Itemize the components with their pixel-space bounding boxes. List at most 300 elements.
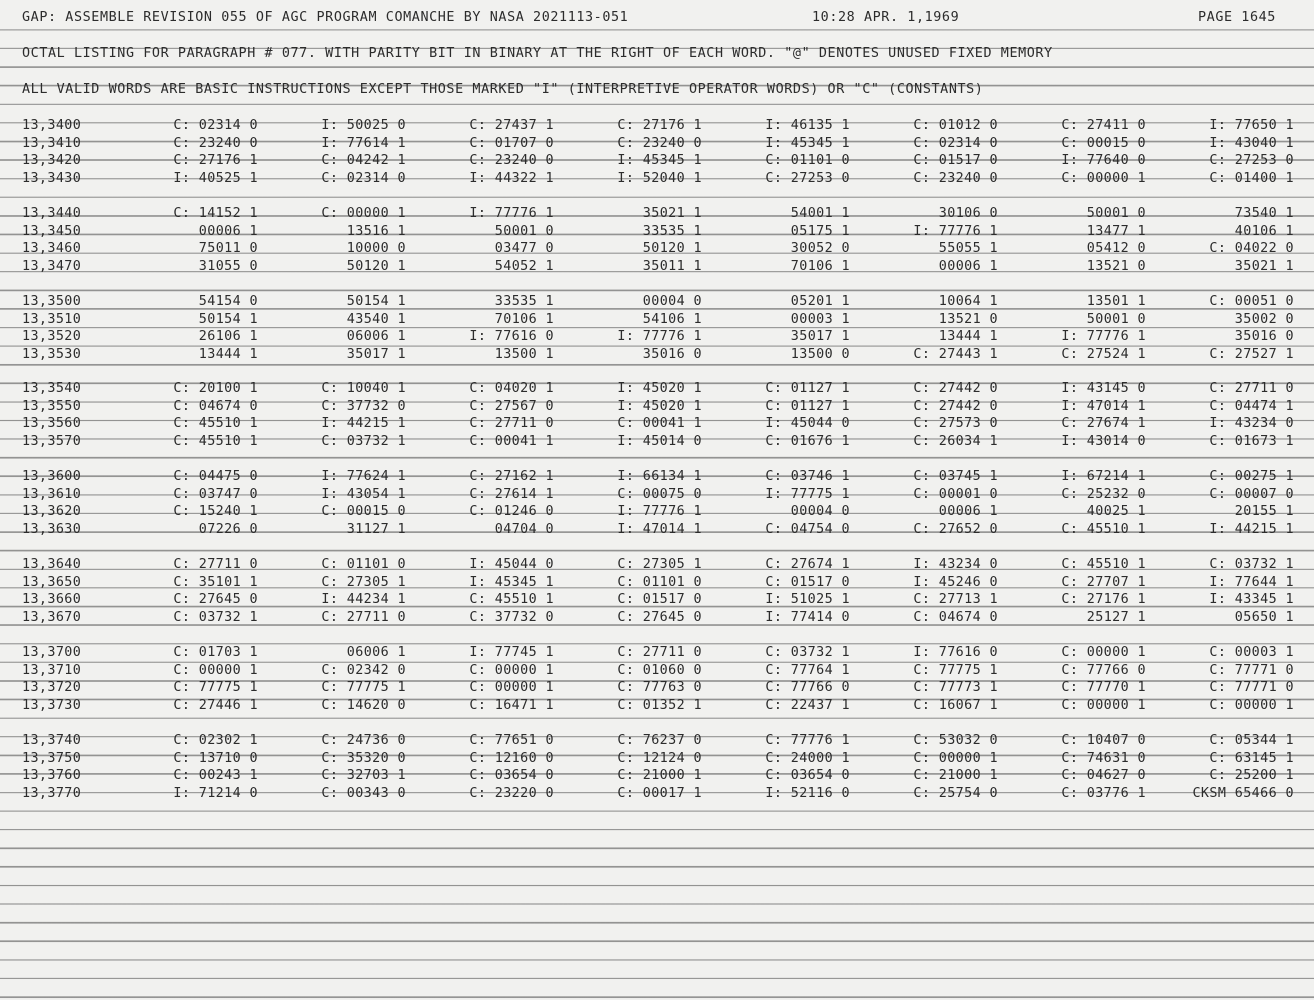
row-address: 13,3740 (22, 733, 82, 748)
memory-word: 31127 1 (346, 521, 406, 537)
memory-word: C: 27711 0 (321, 609, 406, 625)
memory-word: C: 03776 1 (1061, 785, 1146, 801)
memory-word: C: 27674 1 (765, 557, 850, 572)
memory-word: C: 01400 1 (1209, 170, 1294, 186)
memory-word: C: 04627 0 (1061, 768, 1146, 783)
memory-word: C: 76237 0 (617, 733, 702, 748)
memory-word: C: 21000 1 (913, 768, 998, 783)
memory-word: 54001 1 (790, 206, 850, 221)
row-address: 13,3700 (22, 645, 82, 660)
memory-word: I: 47014 1 (1061, 398, 1146, 414)
listing-row (0, 223, 1314, 241)
memory-word: I: 77640 0 (1061, 153, 1146, 168)
memory-word: I: 45044 0 (469, 557, 554, 572)
memory-word: 06006 1 (346, 329, 406, 344)
header-title-line (0, 8, 1314, 30)
memory-word: 10000 0 (346, 241, 406, 256)
memory-word: 25127 1 (1086, 609, 1146, 625)
memory-word: C: 01012 0 (913, 118, 998, 133)
memory-word: C: 25200 1 (1209, 768, 1294, 783)
row-address: 13,3540 (22, 381, 82, 396)
row-address: 13,3600 (22, 469, 82, 484)
memory-word: C: 03732 1 (1209, 557, 1294, 572)
memory-word: C: 27443 1 (913, 346, 998, 362)
memory-word: C: 27446 1 (173, 697, 258, 713)
memory-word: I: 44234 1 (321, 592, 406, 607)
memory-word: C: 10040 1 (321, 381, 406, 396)
memory-word: 30106 0 (938, 206, 998, 221)
memory-word: C: 03732 1 (173, 609, 258, 625)
memory-word: C: 45510 1 (173, 433, 258, 449)
memory-word: C: 27652 0 (913, 521, 998, 537)
memory-word: C: 00007 0 (1209, 486, 1294, 502)
listing-row (0, 644, 1314, 662)
memory-word: C: 01703 1 (173, 645, 258, 660)
memory-word: C: 16471 1 (469, 697, 554, 713)
memory-word: 35021 1 (642, 206, 702, 221)
memory-word: C: 13710 0 (173, 750, 258, 766)
memory-word: I: 45246 0 (913, 574, 998, 590)
memory-word: C: 01101 0 (617, 574, 702, 590)
memory-word: C: 03746 1 (765, 469, 850, 484)
memory-word: C: 01517 0 (765, 574, 850, 590)
memory-word: C: 53032 0 (913, 733, 998, 748)
memory-word: C: 14152 1 (173, 206, 258, 221)
row-address: 13,3440 (22, 206, 82, 221)
memory-word: I: 44215 1 (1209, 521, 1294, 537)
listing-row (0, 135, 1314, 153)
memory-word: C: 01127 1 (765, 398, 850, 414)
memory-word: C: 23240 0 (913, 170, 998, 186)
address-block (0, 468, 1314, 538)
memory-word: I: 43014 0 (1061, 433, 1146, 449)
memory-word: I: 67214 1 (1061, 469, 1146, 484)
memory-word: 50154 1 (198, 311, 258, 327)
memory-word: I: 43040 1 (1209, 135, 1294, 151)
row-address: 13,3670 (22, 609, 82, 625)
memory-word: C: 00000 1 (913, 750, 998, 766)
memory-word: 31055 0 (198, 258, 258, 274)
memory-word: 70106 1 (790, 258, 850, 274)
listing-row (0, 503, 1314, 521)
row-address: 13,3630 (22, 521, 82, 537)
memory-word: I: 45020 1 (617, 398, 702, 414)
memory-word: C: 77766 0 (1061, 662, 1146, 678)
memory-word: C: 01673 1 (1209, 433, 1294, 449)
memory-word: C: 27305 1 (617, 557, 702, 572)
memory-word: C: 77770 1 (1061, 680, 1146, 695)
memory-word: I: 45345 1 (469, 574, 554, 590)
memory-word: 13516 1 (346, 223, 406, 239)
row-address: 13,3510 (22, 311, 82, 327)
memory-word: 13500 1 (494, 346, 554, 362)
memory-word: C: 27707 1 (1061, 574, 1146, 590)
memory-word: 05650 1 (1234, 609, 1294, 625)
memory-word: C: 03732 1 (765, 645, 850, 660)
memory-word: C: 74631 0 (1061, 750, 1146, 766)
listing-row (0, 468, 1314, 486)
memory-word: 13521 0 (1086, 258, 1146, 274)
row-address: 13,3640 (22, 557, 82, 572)
memory-word: 54154 0 (198, 294, 258, 309)
memory-word: C: 00041 1 (469, 433, 554, 449)
memory-word: 43540 1 (346, 311, 406, 327)
memory-word: I: 77776 1 (913, 223, 998, 239)
memory-word: 54052 1 (494, 258, 554, 274)
row-address: 13,3560 (22, 416, 82, 431)
memory-word: C: 04474 1 (1209, 398, 1294, 414)
memory-word: 13477 1 (1086, 223, 1146, 239)
memory-word: C: 27527 1 (1209, 346, 1294, 362)
memory-word: 10064 1 (938, 294, 998, 309)
memory-word: I: 51025 1 (765, 592, 850, 607)
memory-word: C: 00041 1 (617, 416, 702, 431)
memory-word: C: 77771 0 (1209, 680, 1294, 695)
memory-word: I: 44322 1 (469, 170, 554, 186)
listing-row (0, 311, 1314, 329)
row-address: 13,3410 (22, 135, 82, 151)
page-number: PAGE 1645 (1198, 10, 1276, 25)
memory-word: C: 27524 1 (1061, 346, 1146, 362)
memory-word: C: 24736 0 (321, 733, 406, 748)
memory-word: C: 00051 0 (1209, 294, 1294, 309)
memory-word: C: 77766 0 (765, 680, 850, 695)
memory-word: 13444 1 (938, 329, 998, 344)
memory-word: I: 77414 0 (765, 609, 850, 625)
memory-word: C: 04242 1 (321, 153, 406, 168)
memory-word: C: 23240 0 (469, 153, 554, 168)
memory-word: 30052 0 (790, 241, 850, 256)
listing-row (0, 556, 1314, 574)
listing-legend: ALL VALID WORDS ARE BASIC INSTRUCTIONS EXCEPT THOSE MARKED "I" (INTERPRETIVE OPERATOR WORDS) OR "C" (CONSTANTS) (22, 82, 984, 97)
memory-word: C: 27713 1 (913, 592, 998, 607)
listing-row (0, 346, 1314, 364)
memory-word: C: 00000 1 (469, 680, 554, 695)
address-block (0, 293, 1314, 363)
row-address: 13,3750 (22, 750, 82, 766)
memory-word: C: 16067 1 (913, 697, 998, 713)
memory-word: C: 27711 0 (1209, 381, 1294, 396)
memory-word: 35021 1 (1234, 258, 1294, 274)
memory-word: C: 03745 1 (913, 469, 998, 484)
memory-word: I: 77776 1 (617, 504, 702, 519)
memory-word: C: 27176 1 (617, 118, 702, 133)
memory-word: 50001 0 (1086, 311, 1146, 327)
memory-word: 33535 1 (642, 223, 702, 239)
memory-word: C: 27711 0 (469, 416, 554, 431)
listing-row (0, 293, 1314, 311)
listing-row (0, 609, 1314, 627)
memory-word: C: 10407 0 (1061, 733, 1146, 748)
memory-word: I: 43234 0 (1209, 416, 1294, 431)
memory-word: C: 05344 1 (1209, 733, 1294, 748)
memory-word: C: 27614 1 (469, 486, 554, 502)
memory-word: 00006 1 (198, 223, 258, 239)
memory-word: 00004 0 (642, 294, 702, 309)
memory-word: C: 01707 0 (469, 135, 554, 151)
memory-word: 00006 1 (938, 258, 998, 274)
listing-row (0, 328, 1314, 346)
memory-word: I: 77776 1 (1061, 329, 1146, 344)
memory-word: C: 04754 0 (765, 521, 850, 537)
listing-row (0, 433, 1314, 451)
memory-word: C: 77776 1 (765, 733, 850, 748)
memory-word: 50120 1 (346, 258, 406, 274)
memory-word: C: 23220 0 (469, 785, 554, 801)
memory-word: C: 00015 0 (321, 504, 406, 519)
memory-word: I: 77644 1 (1209, 574, 1294, 590)
memory-word: C: 27674 1 (1061, 416, 1146, 431)
memory-word: I: 77624 1 (321, 469, 406, 484)
row-address: 13,3460 (22, 241, 82, 256)
memory-word: 00003 1 (790, 311, 850, 327)
memory-word: C: 27437 1 (469, 118, 554, 133)
memory-word: 50154 1 (346, 294, 406, 309)
memory-word: 35016 0 (642, 346, 702, 362)
memory-word: C: 00000 1 (1209, 697, 1294, 713)
memory-word: C: 21000 1 (617, 768, 702, 783)
memory-word: C: 77651 0 (469, 733, 554, 748)
memory-word: C: 03654 0 (765, 768, 850, 783)
memory-word: I: 50025 0 (321, 118, 406, 133)
listing-row (0, 152, 1314, 170)
memory-word: C: 37732 0 (469, 609, 554, 625)
memory-word: I: 66134 1 (617, 469, 702, 484)
memory-word: 00004 0 (790, 504, 850, 519)
memory-word: 50120 1 (642, 241, 702, 256)
memory-word: I: 71214 0 (173, 785, 258, 801)
memory-word: 03477 0 (494, 241, 554, 256)
memory-word: C: 27711 0 (173, 557, 258, 572)
memory-word: C: 00000 1 (321, 206, 406, 221)
memory-word: C: 63145 1 (1209, 750, 1294, 766)
memory-word: I: 43145 0 (1061, 381, 1146, 396)
listing-row (0, 679, 1314, 697)
memory-word: 35011 1 (642, 258, 702, 274)
address-block (0, 380, 1314, 450)
memory-word: CKSM 65466 0 (1192, 785, 1294, 801)
memory-word: I: 46135 1 (765, 118, 850, 133)
row-address: 13,3650 (22, 574, 82, 590)
memory-word: C: 45510 1 (1061, 557, 1146, 572)
memory-word: C: 02342 0 (321, 662, 406, 678)
memory-word: C: 00000 1 (469, 662, 554, 678)
memory-word: C: 15240 1 (173, 504, 258, 519)
listing-row (0, 415, 1314, 433)
memory-word: C: 01060 0 (617, 662, 702, 678)
row-address: 13,3520 (22, 329, 82, 344)
memory-word: C: 00243 1 (173, 768, 258, 783)
memory-word: C: 26034 1 (913, 433, 998, 449)
row-address: 13,3550 (22, 398, 82, 414)
memory-word: I: 43234 0 (913, 557, 998, 572)
row-address: 13,3660 (22, 592, 82, 607)
memory-word: 05201 1 (790, 294, 850, 309)
memory-word: 35002 0 (1234, 311, 1294, 327)
listing-row (0, 258, 1314, 276)
memory-word: I: 45020 1 (617, 381, 702, 396)
address-block (0, 117, 1314, 187)
memory-word: I: 45044 0 (765, 416, 850, 431)
memory-word: C: 04020 1 (469, 381, 554, 396)
memory-word: C: 00003 1 (1209, 645, 1294, 660)
listing-row (0, 170, 1314, 188)
memory-word: C: 77775 1 (321, 680, 406, 695)
memory-word: 05175 1 (790, 223, 850, 239)
memory-word: I: 47014 1 (617, 521, 702, 537)
memory-word: C: 01101 0 (321, 557, 406, 572)
row-address: 13,3620 (22, 504, 82, 519)
memory-word: C: 00075 0 (617, 486, 702, 502)
memory-word: C: 00343 0 (321, 785, 406, 801)
memory-word: I: 77650 1 (1209, 118, 1294, 133)
address-block (0, 644, 1314, 714)
memory-word: 35017 1 (790, 329, 850, 344)
memory-word: C: 37732 0 (321, 398, 406, 414)
row-address: 13,3710 (22, 662, 82, 678)
listing-row (0, 521, 1314, 539)
memory-word: C: 27442 0 (913, 398, 998, 414)
address-block (0, 556, 1314, 626)
memory-word: C: 27253 0 (765, 170, 850, 186)
memory-word: C: 24000 1 (765, 750, 850, 766)
memory-word: C: 25232 0 (1061, 486, 1146, 502)
memory-word: C: 32703 1 (321, 768, 406, 783)
memory-word: 35016 0 (1234, 329, 1294, 344)
row-address: 13,3530 (22, 346, 82, 362)
row-address: 13,3450 (22, 223, 82, 239)
row-address: 13,3760 (22, 768, 82, 783)
memory-word: I: 77616 0 (913, 645, 998, 660)
memory-word: I: 77776 1 (617, 329, 702, 344)
memory-word: C: 12160 0 (469, 750, 554, 766)
row-address: 13,3770 (22, 785, 82, 801)
page-title: GAP: ASSEMBLE REVISION 055 OF AGC PROGRAM COMANCHE BY NASA 2021113-051 (22, 10, 629, 25)
memory-word: C: 27162 1 (469, 469, 554, 484)
memory-word: 70106 1 (494, 311, 554, 327)
listing-row (0, 240, 1314, 258)
memory-word: C: 01517 0 (913, 153, 998, 168)
memory-word: 40106 1 (1234, 223, 1294, 239)
memory-word: C: 27711 0 (617, 645, 702, 660)
listing-row (0, 767, 1314, 785)
memory-word: C: 12124 0 (617, 750, 702, 766)
header-legend-line (0, 80, 1314, 102)
memory-word: C: 77773 1 (913, 680, 998, 695)
memory-word: C: 14620 0 (321, 697, 406, 713)
memory-word: I: 77614 1 (321, 135, 406, 151)
listing-description: OCTAL LISTING FOR PARAGRAPH # 077. WITH PARITY BIT IN BINARY AT THE RIGHT OF EACH WORD. "@" DENOTES UNUSED FIXED MEMORY (22, 46, 1053, 61)
memory-word: 50001 0 (494, 223, 554, 239)
memory-word: 13444 1 (198, 346, 258, 362)
memory-word: C: 00000 1 (1061, 645, 1146, 660)
row-address: 13,3400 (22, 118, 82, 133)
memory-word: C: 01517 0 (617, 592, 702, 607)
memory-word: C: 27305 1 (321, 574, 406, 590)
memory-word: C: 03747 0 (173, 486, 258, 502)
memory-word: C: 35320 0 (321, 750, 406, 766)
memory-word: 06006 1 (346, 645, 406, 660)
memory-word: C: 04475 0 (173, 469, 258, 484)
memory-word: C: 04022 0 (1209, 241, 1294, 256)
memory-word: 00006 1 (938, 504, 998, 519)
memory-word: C: 27567 0 (469, 398, 554, 414)
memory-word: C: 25754 0 (913, 785, 998, 801)
memory-word: 50001 0 (1086, 206, 1146, 221)
memory-word: 40025 1 (1086, 504, 1146, 519)
memory-word: C: 27411 0 (1061, 118, 1146, 133)
memory-word: C: 35101 1 (173, 574, 258, 590)
address-block (0, 732, 1314, 802)
memory-word: C: 01246 0 (469, 504, 554, 519)
memory-word: 05412 0 (1086, 241, 1146, 256)
memory-word: C: 00001 0 (913, 486, 998, 502)
memory-word: C: 23240 0 (173, 135, 258, 151)
memory-word: C: 00000 1 (1061, 170, 1146, 186)
memory-word: C: 22437 1 (765, 697, 850, 713)
memory-word: C: 45510 1 (173, 416, 258, 431)
memory-word: C: 00000 1 (1061, 697, 1146, 713)
memory-word: I: 77776 1 (469, 206, 554, 221)
address-block (0, 205, 1314, 275)
row-address: 13,3720 (22, 680, 82, 695)
memory-word: I: 77775 1 (765, 486, 850, 502)
memory-word: I: 52116 0 (765, 785, 850, 801)
memory-word: I: 45014 0 (617, 433, 702, 449)
memory-word: C: 27645 0 (617, 609, 702, 625)
memory-word: 75011 0 (198, 241, 258, 256)
memory-word: C: 27573 0 (913, 416, 998, 431)
memory-word: I: 52040 1 (617, 170, 702, 186)
memory-word: 54106 1 (642, 311, 702, 327)
memory-word: 13521 0 (938, 311, 998, 327)
memory-word: C: 77771 0 (1209, 662, 1294, 678)
memory-word: I: 43054 1 (321, 486, 406, 502)
memory-word: 13501 1 (1086, 294, 1146, 309)
memory-word: C: 02314 0 (321, 170, 406, 186)
listing-row (0, 117, 1314, 135)
memory-word: C: 77764 1 (765, 662, 850, 678)
memory-word: C: 00000 1 (173, 662, 258, 678)
memory-word: I: 45345 1 (765, 135, 850, 151)
memory-word: C: 00015 0 (1061, 135, 1146, 151)
listing-row (0, 486, 1314, 504)
listing-row (0, 574, 1314, 592)
memory-word: 20155 1 (1234, 504, 1294, 519)
listing-row (0, 398, 1314, 416)
listing-row (0, 205, 1314, 223)
memory-word: C: 01352 1 (617, 697, 702, 713)
memory-word: C: 04674 0 (173, 398, 258, 414)
memory-word: 26106 1 (198, 329, 258, 344)
row-address: 13,3420 (22, 153, 82, 168)
memory-word: C: 00275 1 (1209, 469, 1294, 484)
memory-word: 13500 0 (790, 346, 850, 362)
memory-word: I: 44215 1 (321, 416, 406, 431)
memory-word: 55055 1 (938, 241, 998, 256)
memory-word: C: 03732 1 (321, 433, 406, 449)
memory-word: C: 27176 1 (173, 153, 258, 168)
memory-word: 04704 0 (494, 521, 554, 537)
memory-word: 33535 1 (494, 294, 554, 309)
memory-word: C: 27176 1 (1061, 592, 1146, 607)
memory-word: C: 04674 0 (913, 609, 998, 625)
row-address: 13,3730 (22, 697, 82, 713)
memory-word: I: 43345 1 (1209, 592, 1294, 607)
row-address: 13,3500 (22, 294, 82, 309)
memory-word: C: 01101 0 (765, 153, 850, 168)
memory-word: C: 01676 1 (765, 433, 850, 449)
